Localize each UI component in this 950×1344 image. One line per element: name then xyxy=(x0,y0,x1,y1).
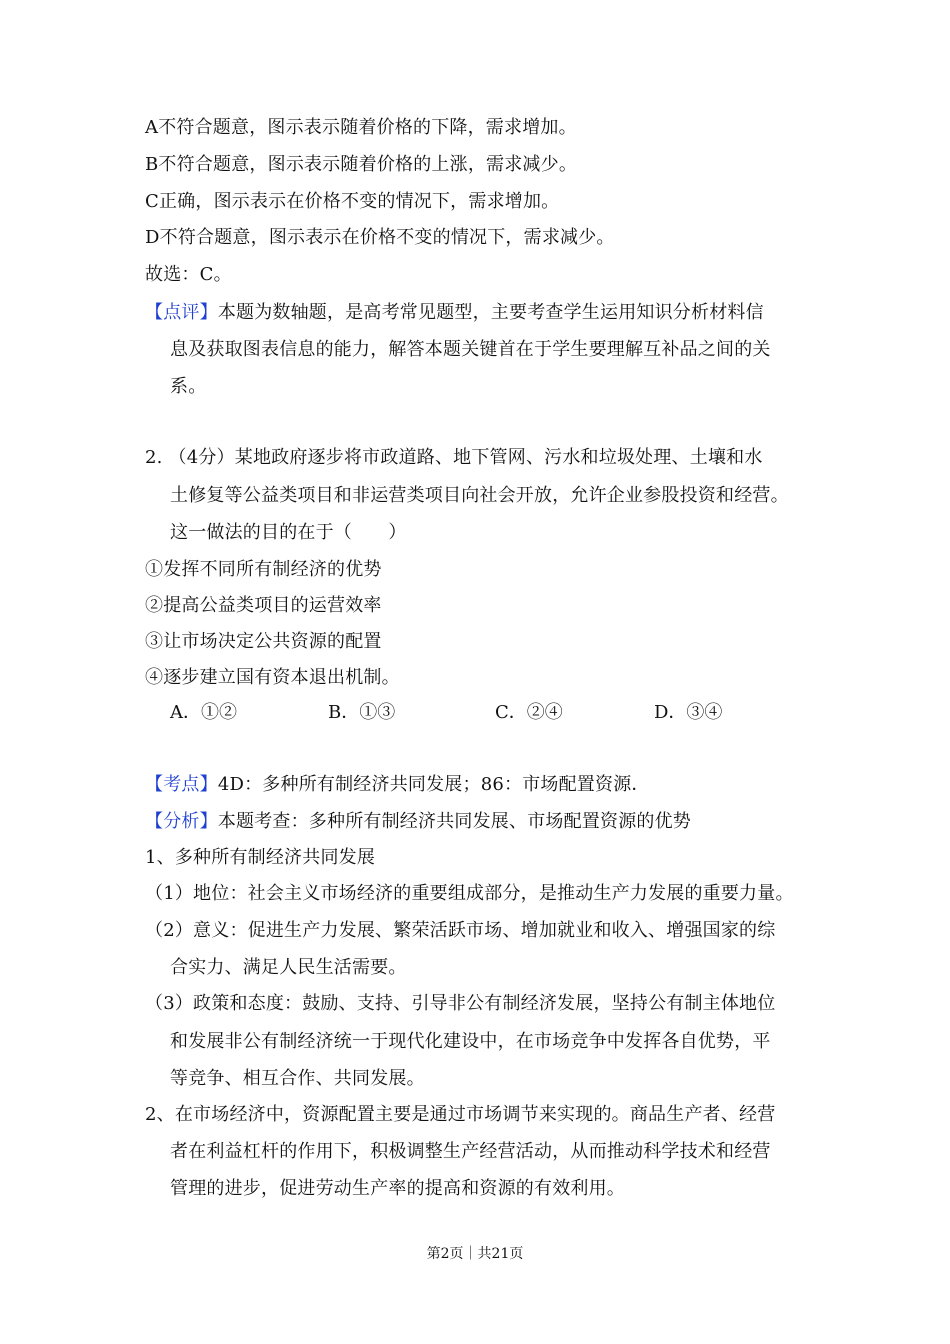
review-line: 息及获取图表信息的能力，解答本题关键首在于学生要理解互补品之间的关 xyxy=(170,339,771,360)
analysis-line: C正确，图示表示在价格不变的情况下，需求增加。 xyxy=(145,191,560,212)
question-stem: 2. （4分）某地政府逐步将市政道路、地下管网、污水和垃圾处理、土壤和水 xyxy=(145,447,763,468)
fenxi-line: （2）意义：促进生产力发展、繁荣活跃市场、增加就业和收入、增强国家的综 xyxy=(145,920,776,941)
review-text: 本题为数轴题，是高考常见题型，主要考查学生运用知识分析材料信 xyxy=(217,302,764,323)
statement: ③让市场决定公共资源的配置 xyxy=(145,631,382,652)
fenxi-line: 者在利益杠杆的作用下，积极调整生产经营活动，从而推动科学技术和经营 xyxy=(170,1141,771,1162)
question-stem: 这一做法的目的在于（ ） xyxy=(170,522,407,543)
review-line: 系。 xyxy=(170,376,207,397)
analysis-line: D不符合题意，图示表示在价格不变的情况下，需求减少。 xyxy=(145,227,615,248)
review-tag: 【点评】 xyxy=(145,302,218,323)
option-c: C．②④ xyxy=(495,702,563,723)
fenxi-line xyxy=(145,810,691,834)
kaodian-text: 4D：多种所有制经济共同发展；86：市场配置资源． xyxy=(217,774,650,795)
fenxi-line: 等竞争、相互合作、共同发展。 xyxy=(170,1068,425,1089)
fenxi-tag: 【分析】 xyxy=(145,811,218,832)
statement: ②提高公益类项目的运营效率 xyxy=(145,595,382,616)
answer-line: 故选：C。 xyxy=(145,264,232,285)
fenxi-line: （1）地位：社会主义市场经济的重要组成部分，是推动生产力发展的重要力量。 xyxy=(145,883,794,904)
statement: ④逐步建立国有资本退出机制。 xyxy=(145,667,400,688)
analysis-line: B不符合题意，图示表示随着价格的上涨，需求减少。 xyxy=(145,154,578,175)
kaodian-tag: 【考点】 xyxy=(145,774,218,795)
fenxi-line: （3）政策和态度：鼓励、支持、引导非公有制经济发展，坚持公有制主体地位 xyxy=(145,993,776,1014)
fenxi-line: 和发展非公有制经济统一于现代化建设中，在市场竞争中发挥各自优势，平 xyxy=(170,1031,771,1052)
statement: ①发挥不同所有制经济的优势 xyxy=(145,559,382,580)
fenxi-line: 1、多种所有制经济共同发展 xyxy=(145,847,376,868)
option-b: B．①③ xyxy=(328,702,396,723)
review-line xyxy=(145,301,764,325)
option-a: A．①② xyxy=(170,702,237,723)
fenxi-line: 合实力、满足人民生活需要。 xyxy=(170,957,407,978)
page-footer: 第2页｜共21页 xyxy=(426,1246,524,1262)
fenxi-text: 本题考查：多种所有制经济共同发展、市场配置资源的优势 xyxy=(217,811,692,832)
kaodian-line xyxy=(145,773,650,797)
fenxi-line: 管理的进步，促进劳动生产率的提高和资源的有效利用。 xyxy=(170,1178,625,1199)
question-stem: 土修复等公益类项目和非运营类项目向社会开放，允许企业参股投资和经营。 xyxy=(170,485,789,506)
analysis-line: A不符合题意，图示表示随着价格的下降，需求增加。 xyxy=(145,117,577,138)
fenxi-line: 2、在市场经济中，资源配置主要是通过市场调节来实现的。商品生产者、经营 xyxy=(145,1104,776,1125)
option-d: D．③④ xyxy=(654,702,723,723)
